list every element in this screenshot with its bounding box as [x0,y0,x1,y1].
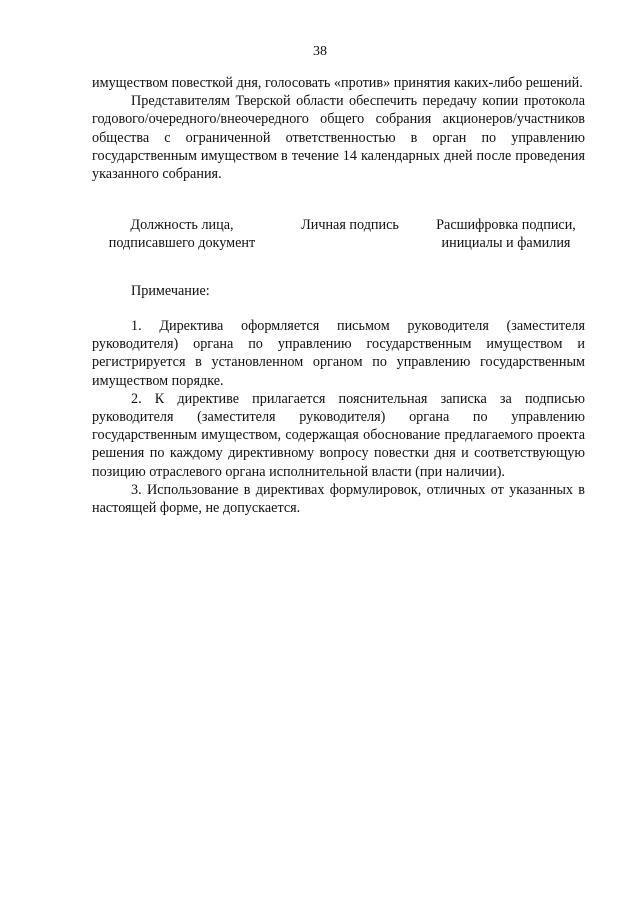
opening-text [92,74,585,183]
signature-decoding-label [422,216,590,252]
decoding-line-1: Расшифровка подписи, [436,217,576,233]
representatives-paragraph: Представителям Тверской области обеспечить передачу копии протокола годового/очередного/внеочередного общего собрания акционеров/участников общества с ограниченной ответственностью в орган по управлению государственным имуществом в течение 14 календарных дней после проведения указанного собрания. [92,93,585,183]
note-item-2: 2. К директиве прилагается пояснительная записка за подписью руководителя (заместителя руководителя) органа по управлению государственным имуществом, содержащая обоснование предлагаемого проекта решения по каждому директивному вопросу повестки дня и соответствующую позицию отраслевого органа исполнительной власти (при наличии). [92,390,585,480]
continued-paragraph: имуществом повесткой дня, голосовать «против» принятия каких-либо решений. [92,75,583,91]
personal-signature-text: Личная подпись [301,217,399,233]
note-title: Примечание: [131,283,210,299]
page-number: 38 [313,44,327,59]
note-item-3: 3. Использование в директивах формулировок, отличных от указанных в настоящей форме, не допускается. [92,481,585,517]
signature-block [92,216,585,256]
position-line-1: Должность лица, [130,217,234,233]
signature-position-label [92,216,272,252]
personal-signature-label [280,216,420,234]
note-item-1: 1. Директива оформляется письмом руководителя (заместителя руководителя) органа по управлению государственным имуществом и регистрируется в установленном органом по управлению государственным имуществом порядке. [92,318,585,389]
decoding-line-2: инициалы и фамилия [441,235,571,252]
position-line-2: подписавшего документ [108,235,256,252]
note-items [92,317,585,517]
